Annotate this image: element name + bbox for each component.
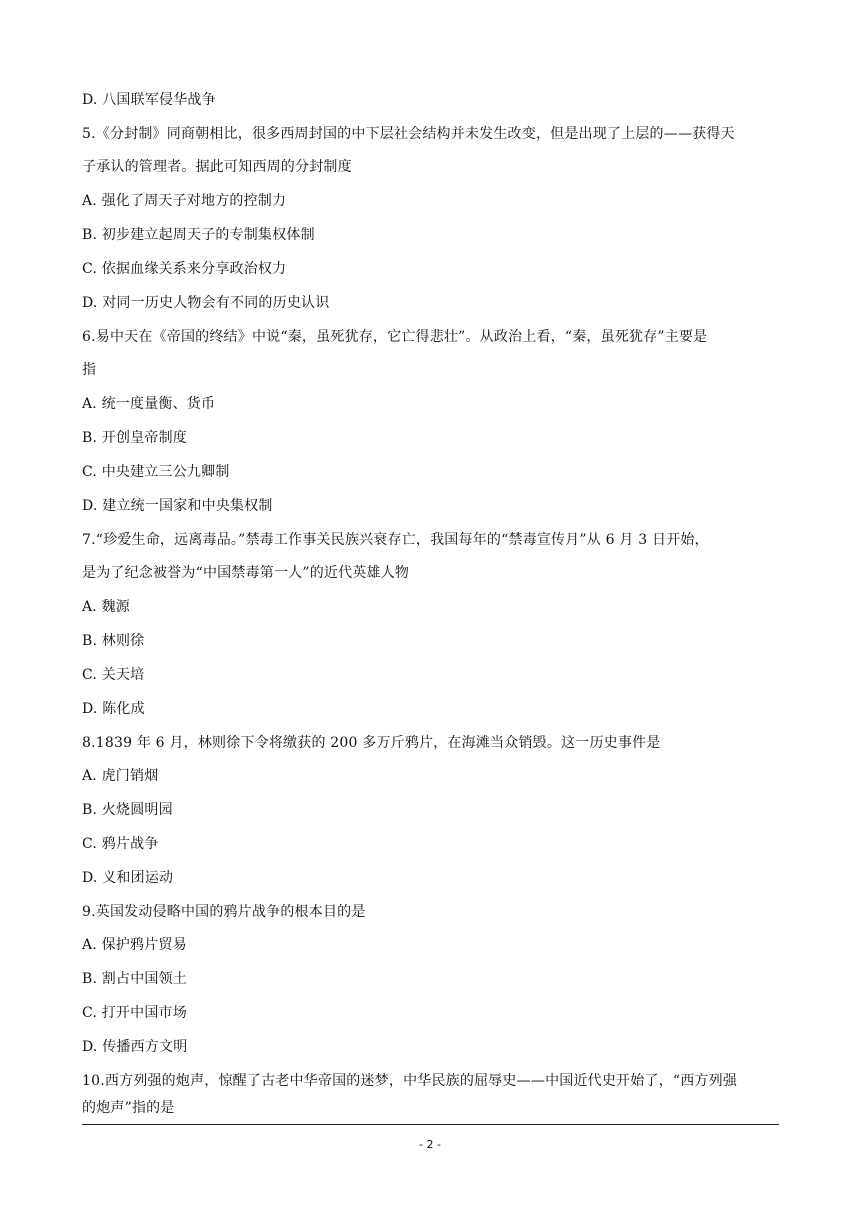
option-c-q5: C. 依据血缘关系来分享政治权力 bbox=[82, 261, 287, 277]
question-8: 8.1839 年 6 月，林则徐下令将缴获的 200 多万斤鸦片，在海滩当众销毁。这一历史事件是 bbox=[82, 735, 661, 751]
option-d-q6: D. 建立统一国家和中央集权制 bbox=[82, 498, 273, 514]
question-5-line-2: 子承认的管理者。据此可知西周的分封制度 bbox=[82, 159, 352, 175]
option-d-q4: D. 八国联军侵华战争 bbox=[82, 92, 216, 108]
option-b-q5: B. 初步建立起周天子的专制集权体制 bbox=[82, 227, 315, 243]
option-b-q9: B. 割占中国领土 bbox=[82, 971, 187, 987]
option-a-q6: A. 统一度量衡、货币 bbox=[82, 396, 216, 412]
footer-divider bbox=[82, 1124, 779, 1125]
option-d-q9: D. 传播西方文明 bbox=[82, 1039, 188, 1055]
question-10-line-1: 10.西方列强的炮声，惊醒了古老中华帝国的迷梦，中华民族的屈辱史——中国近代史开始了，“西方列强 bbox=[82, 1073, 738, 1089]
option-b-q7: B. 林则徐 bbox=[82, 633, 145, 649]
option-d-q8: D. 义和团运动 bbox=[82, 870, 174, 886]
option-c-q9: C. 打开中国市场 bbox=[82, 1005, 187, 1021]
option-b-q8: B. 火烧圆明园 bbox=[82, 802, 173, 818]
question-6-line-1: 6.易中天在《帝国的终结》中说“秦，虽死犹存，它亡得悲壮”。从政治上看，“秦，虽死犹存”主要是 bbox=[82, 329, 708, 345]
question-9: 9.英国发动侵略中国的鸦片战争的根本目的是 bbox=[82, 904, 366, 920]
option-b-q6: B. 开创皇帝制度 bbox=[82, 430, 187, 446]
question-6-line-2: 指 bbox=[82, 362, 97, 378]
option-c-q7: C. 关天培 bbox=[82, 667, 145, 683]
option-d-q5: D. 对同一历史人物会有不同的历史认识 bbox=[82, 295, 330, 311]
option-c-q8: C. 鸦片战争 bbox=[82, 836, 159, 852]
option-a-q5: A. 强化了周天子对地方的控制力 bbox=[82, 193, 287, 209]
question-7-line-2: 是为了纪念被誉为“中国禁毒第一人”的近代英雄人物 bbox=[82, 565, 410, 581]
option-d-q7: D. 陈化成 bbox=[82, 701, 145, 717]
option-a-q9: A. 保护鸦片贸易 bbox=[82, 937, 187, 953]
option-a-q8: A. 虎门销烟 bbox=[82, 768, 159, 784]
question-5-line-1: 5.《分封制》同商朝相比，很多西周封国的中下层社会结构并未发生改变，但是出现了上层的——获得天 bbox=[82, 126, 735, 142]
page-number: - 2 - bbox=[419, 1138, 441, 1151]
option-a-q7: A. 魏源 bbox=[82, 599, 131, 615]
question-7-line-1: 7.“珍爱生命，远离毒品。”禁毒工作事关民族兴衰存亡，我国每年的“禁毒宣传月”从 6 月 3 日开始， bbox=[82, 532, 709, 548]
question-10-line-2: 的炮声”指的是 bbox=[82, 1100, 175, 1116]
option-c-q6: C. 中央建立三公九卿制 bbox=[82, 464, 230, 480]
